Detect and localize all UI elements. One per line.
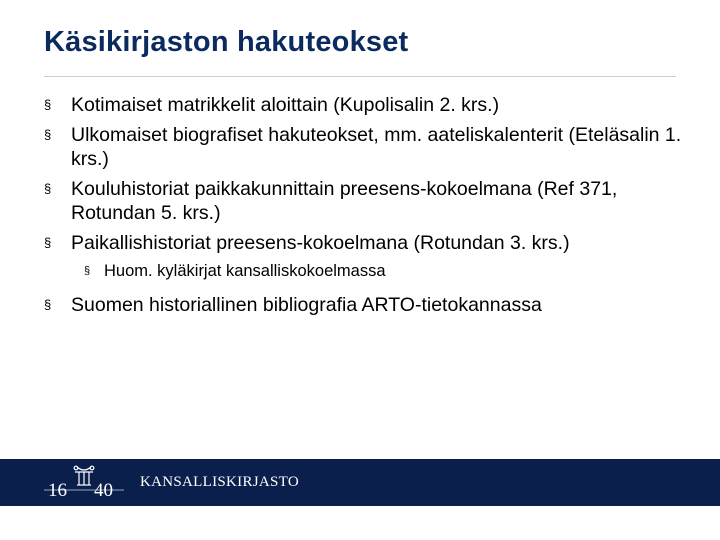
slide-title: Käsikirjaston hakuteokset xyxy=(44,26,409,58)
bullet-icon: § xyxy=(84,265,91,277)
bullet-icon: § xyxy=(44,297,52,312)
bullet-list xyxy=(44,93,684,323)
list-item xyxy=(44,293,684,317)
list-item xyxy=(44,123,684,171)
title-divider xyxy=(44,76,676,77)
bullet-icon: § xyxy=(44,97,52,112)
bullet-text: Kouluhistoriat paikkakunnittain preesens-kokoelmana (Ref 371, Rotundan 5. krs.) xyxy=(71,178,618,224)
column-capital-icon xyxy=(74,466,94,485)
list-item xyxy=(44,231,684,255)
bullet-text: Kotimaiset matrikkelit aloittain (Kupolisalin 2. krs.) xyxy=(71,94,500,116)
library-logo xyxy=(44,463,124,503)
bullet-text: Paikallishistoriat preesens-kokoelmana (Rotundan 3. krs.) xyxy=(71,232,570,254)
bullet-text: Ulkomaiset biografiset hakuteokset, mm. aateliskalenterit (Eteläsalin 1. krs.) xyxy=(71,124,682,170)
bullet-text: Suomen historiallinen bibliografia ARTO-tietokannassa xyxy=(71,294,542,316)
sub-list-item xyxy=(84,259,684,283)
list-item xyxy=(44,177,684,225)
brand-name: KANSALLISKIRJASTO xyxy=(140,474,300,490)
footer-bar xyxy=(0,459,720,506)
bullet-icon: § xyxy=(44,127,52,142)
list-item xyxy=(44,93,684,117)
bullet-icon: § xyxy=(44,181,52,196)
logo-year-left: 16 xyxy=(48,480,67,501)
sub-bullet-text: Huom. kyläkirjat kansalliskokoelmassa xyxy=(104,262,386,280)
bullet-icon: § xyxy=(44,235,52,250)
logo-year-right: 40 xyxy=(94,480,113,501)
